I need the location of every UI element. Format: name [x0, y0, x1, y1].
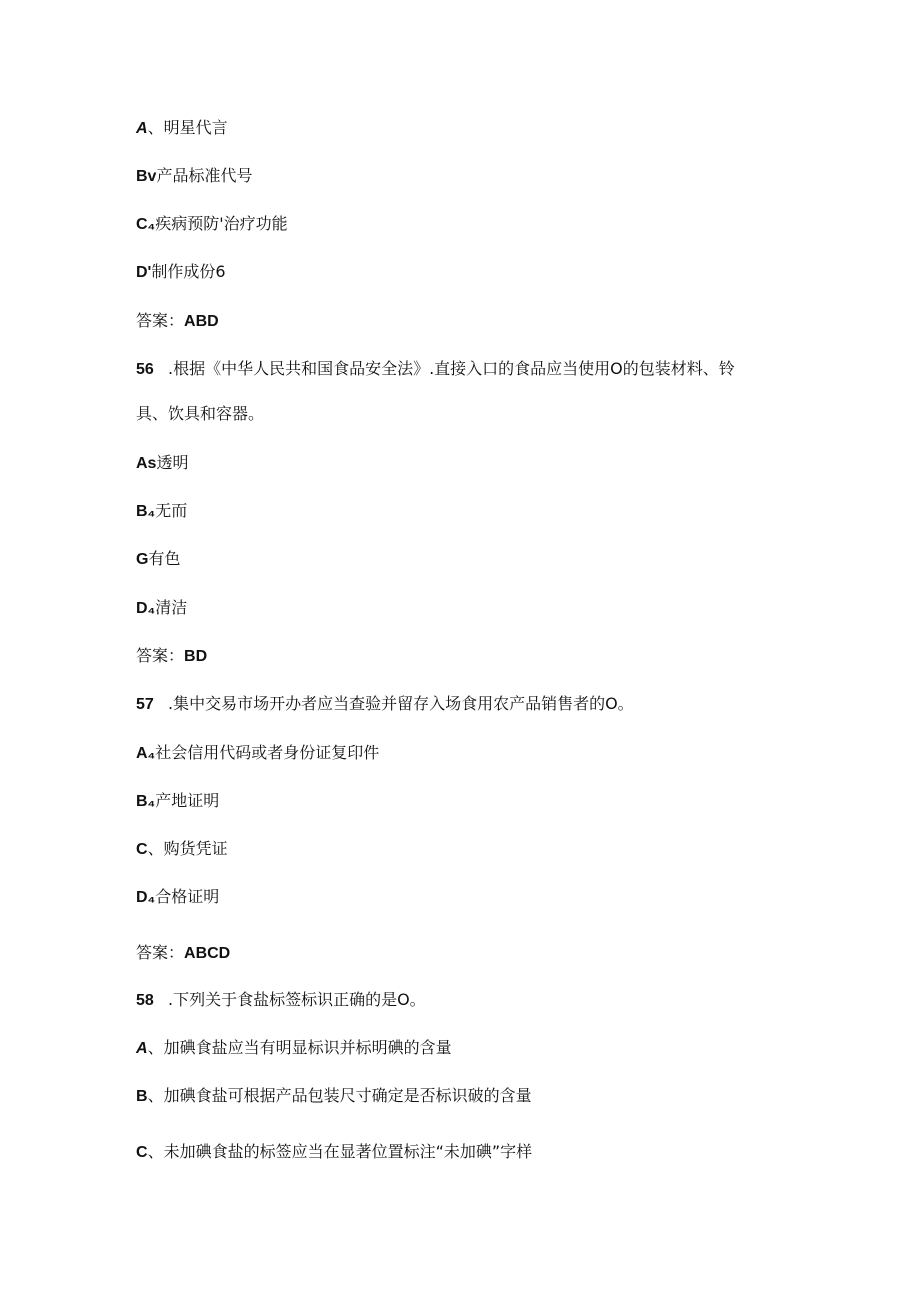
- option-prefix: A: [136, 120, 148, 137]
- question-stem: [136, 694, 634, 715]
- option-b: [136, 791, 219, 812]
- option-a: [136, 1038, 452, 1059]
- answer-value: ABD: [184, 313, 219, 330]
- option-prefix: D₄: [136, 600, 156, 617]
- option-text: 、购货凭证: [147, 839, 228, 858]
- option-prefix: Bv: [136, 168, 157, 185]
- option-prefix: B₄: [136, 503, 156, 520]
- option-text: 产品标准代号: [156, 166, 253, 185]
- option-prefix: D₄: [136, 889, 156, 906]
- option-d: [136, 598, 187, 619]
- option-text: 、明星代言: [147, 118, 228, 137]
- option-prefix: C₄: [136, 216, 156, 233]
- question-text: .集中交易市场开办者应当查验并留存入场食用农产品销售者的O。: [168, 694, 634, 713]
- answer-label: 答案：: [136, 646, 185, 665]
- question-number: 58: [136, 992, 154, 1009]
- answer-line: [136, 943, 230, 964]
- answer-line: [136, 646, 207, 667]
- option-prefix: D': [136, 264, 152, 281]
- question-text: 具、饮具和容器。: [136, 404, 265, 423]
- answer-value: ABCD: [184, 945, 231, 962]
- option-a: [136, 118, 228, 139]
- option-c: [136, 549, 180, 570]
- question-text: .根据《中华人民共和国食品安全法》.直接入口的食品应当使用O的包装材料、铃: [168, 359, 735, 378]
- option-text: 透明: [156, 453, 189, 472]
- option-prefix: G: [136, 551, 149, 568]
- option-prefix: A: [136, 1040, 148, 1057]
- option-prefix: A₄: [136, 745, 156, 762]
- option-d: [136, 887, 219, 908]
- option-text: 有色: [148, 549, 181, 568]
- option-d: [136, 262, 226, 283]
- option-text: 、加碘食盐可根据产品包装尺寸确定是否标识破的含量: [147, 1086, 532, 1105]
- option-c: [136, 1142, 532, 1163]
- question-stem: [136, 359, 735, 380]
- question-number: 57: [136, 696, 154, 713]
- option-text: 制作成份6: [151, 262, 226, 281]
- answer-label: 答案：: [136, 311, 185, 330]
- option-text: 产地证明: [155, 791, 220, 810]
- option-text: 无而: [155, 501, 188, 520]
- option-prefix: C: [136, 1144, 148, 1161]
- option-b: [136, 1086, 532, 1107]
- option-prefix: As: [136, 455, 157, 472]
- question-stem: [136, 990, 426, 1011]
- option-c: [136, 839, 228, 860]
- option-b: [136, 501, 187, 522]
- option-text: 清洁: [155, 598, 188, 617]
- option-text: 社会信用代码或者身份证复印件: [155, 743, 380, 762]
- option-text: 合格证明: [155, 887, 220, 906]
- option-b: [136, 166, 252, 187]
- option-text: 疾病预防'治疗功能: [155, 214, 288, 233]
- option-prefix: B: [136, 1088, 148, 1105]
- answer-line: [136, 311, 219, 332]
- option-c: [136, 214, 288, 235]
- option-prefix: B₄: [136, 793, 156, 810]
- option-text: 、未加碘食盐的标签应当在显著位置标注“未加碘”字样: [147, 1142, 533, 1161]
- answer-label: 答案：: [136, 943, 185, 962]
- question-number: 56: [136, 361, 154, 378]
- option-a: [136, 453, 188, 474]
- question-stem-continued: [136, 404, 264, 424]
- option-prefix: C: [136, 841, 148, 858]
- option-a: [136, 743, 379, 764]
- option-text: 、加碘食盐应当有明显标识并标明碘的含量: [147, 1038, 452, 1057]
- question-text: .下列关于食盐标签标识正确的是O。: [168, 990, 426, 1009]
- answer-value: BD: [184, 648, 208, 665]
